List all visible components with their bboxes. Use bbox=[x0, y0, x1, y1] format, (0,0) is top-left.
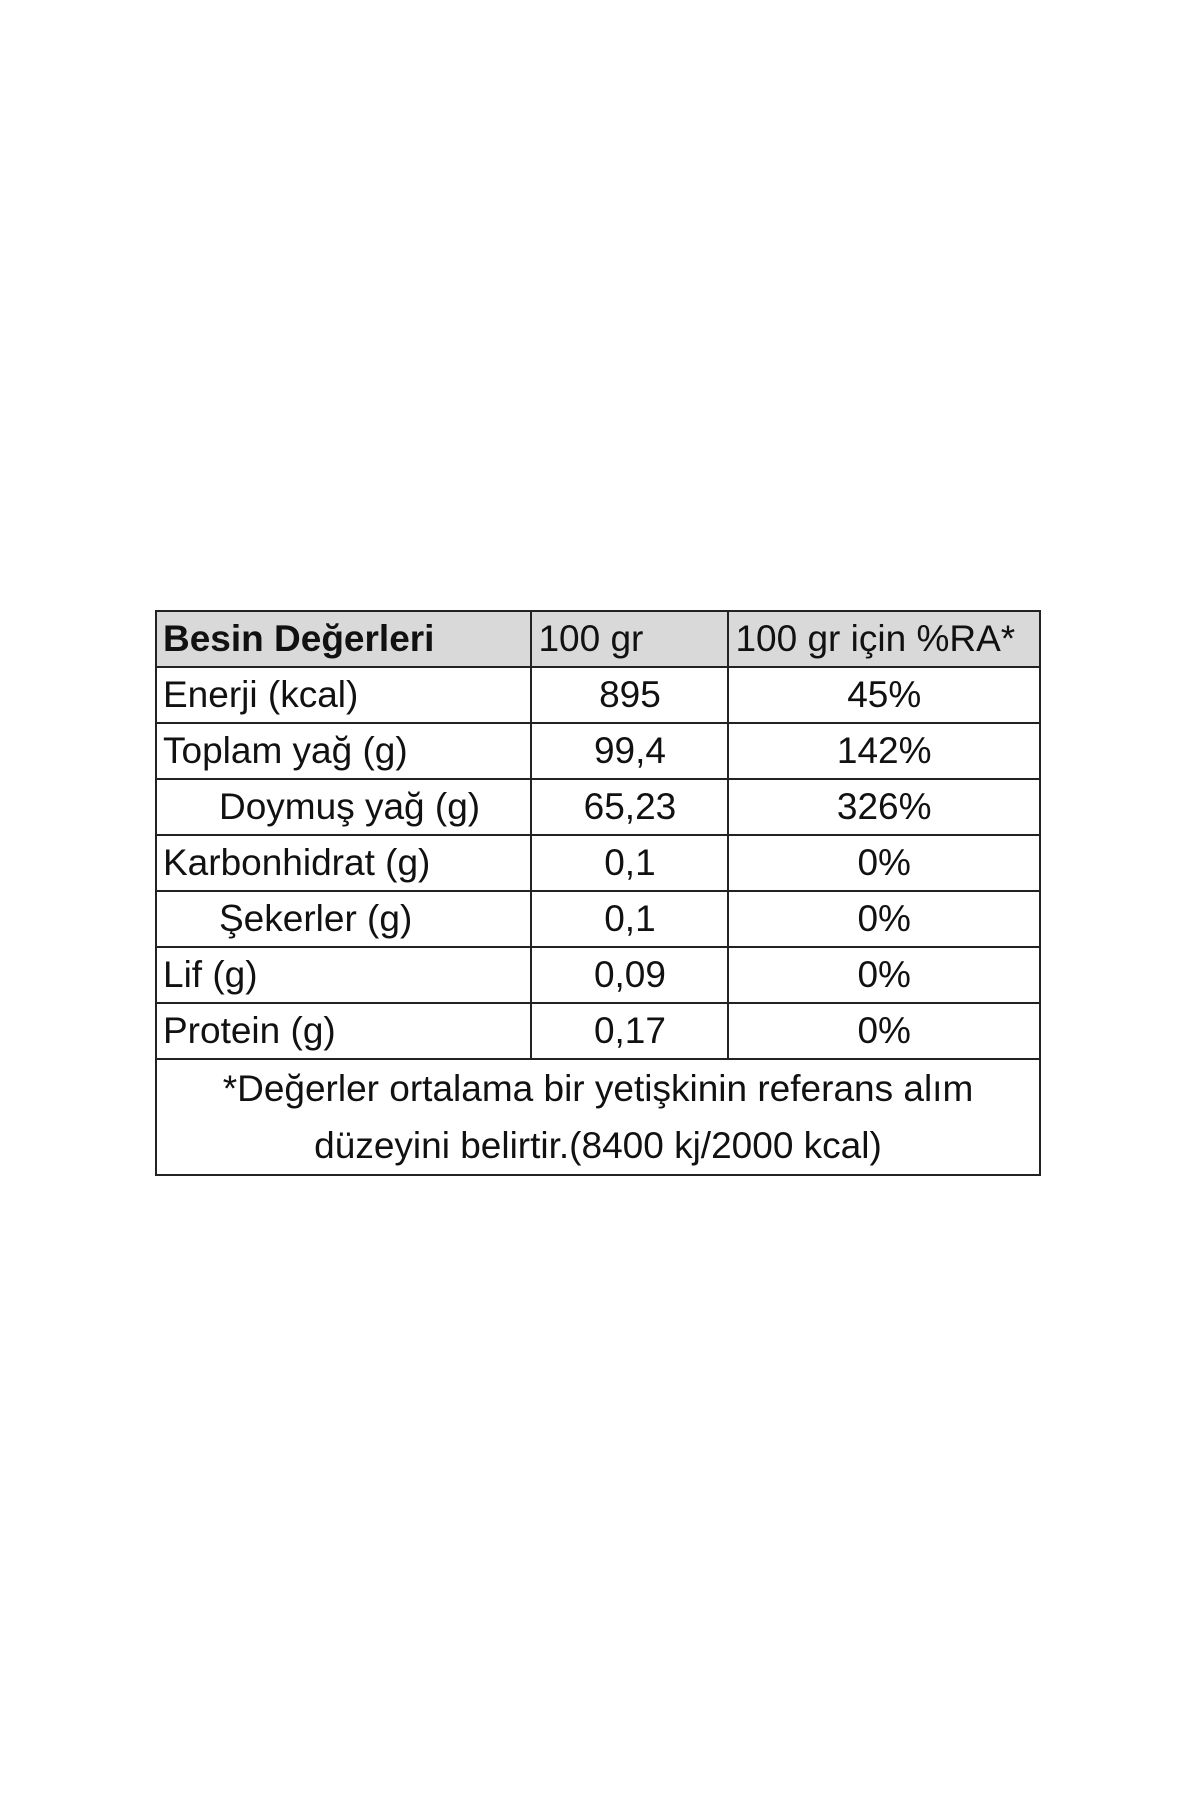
row-ra: 326% bbox=[728, 779, 1040, 835]
row-label: Toplam yağ (g) bbox=[156, 723, 531, 779]
row-value: 0,1 bbox=[531, 891, 728, 947]
table-row-carbohydrate bbox=[156, 835, 1040, 891]
row-ra: 0% bbox=[728, 1003, 1040, 1059]
row-label: Karbonhidrat (g) bbox=[156, 835, 531, 891]
table-header-row bbox=[156, 611, 1040, 667]
table-footnote-row bbox=[156, 1059, 1040, 1175]
row-ra: 0% bbox=[728, 891, 1040, 947]
nutrition-facts-table bbox=[155, 610, 1041, 1176]
row-ra: 0% bbox=[728, 835, 1040, 891]
header-nutrient-label: Besin Değerleri bbox=[156, 611, 531, 667]
table-row-saturated-fat bbox=[156, 779, 1040, 835]
row-value: 0,1 bbox=[531, 835, 728, 891]
row-label: Şekerler (g) bbox=[156, 891, 531, 947]
header-reference-intake: 100 gr için %RA* bbox=[728, 611, 1040, 667]
row-value: 99,4 bbox=[531, 723, 728, 779]
row-value: 0,09 bbox=[531, 947, 728, 1003]
row-value: 895 bbox=[531, 667, 728, 723]
table-row-protein bbox=[156, 1003, 1040, 1059]
row-label: Enerji (kcal) bbox=[156, 667, 531, 723]
row-label: Doymuş yağ (g) bbox=[156, 779, 531, 835]
row-value: 65,23 bbox=[531, 779, 728, 835]
table-row-energy bbox=[156, 667, 1040, 723]
row-label: Protein (g) bbox=[156, 1003, 531, 1059]
row-label: Lif (g) bbox=[156, 947, 531, 1003]
row-ra: 142% bbox=[728, 723, 1040, 779]
footnote: *Değerler ortalama bir yetişkinin referans alım düzeyini belirtir.(8400 kj/2000 kcal) bbox=[156, 1059, 1040, 1175]
row-ra: 45% bbox=[728, 667, 1040, 723]
row-ra: 0% bbox=[728, 947, 1040, 1003]
table-row-total-fat bbox=[156, 723, 1040, 779]
table-row-fiber bbox=[156, 947, 1040, 1003]
header-per-100g: 100 gr bbox=[531, 611, 728, 667]
row-value: 0,17 bbox=[531, 1003, 728, 1059]
table-row-sugars bbox=[156, 891, 1040, 947]
